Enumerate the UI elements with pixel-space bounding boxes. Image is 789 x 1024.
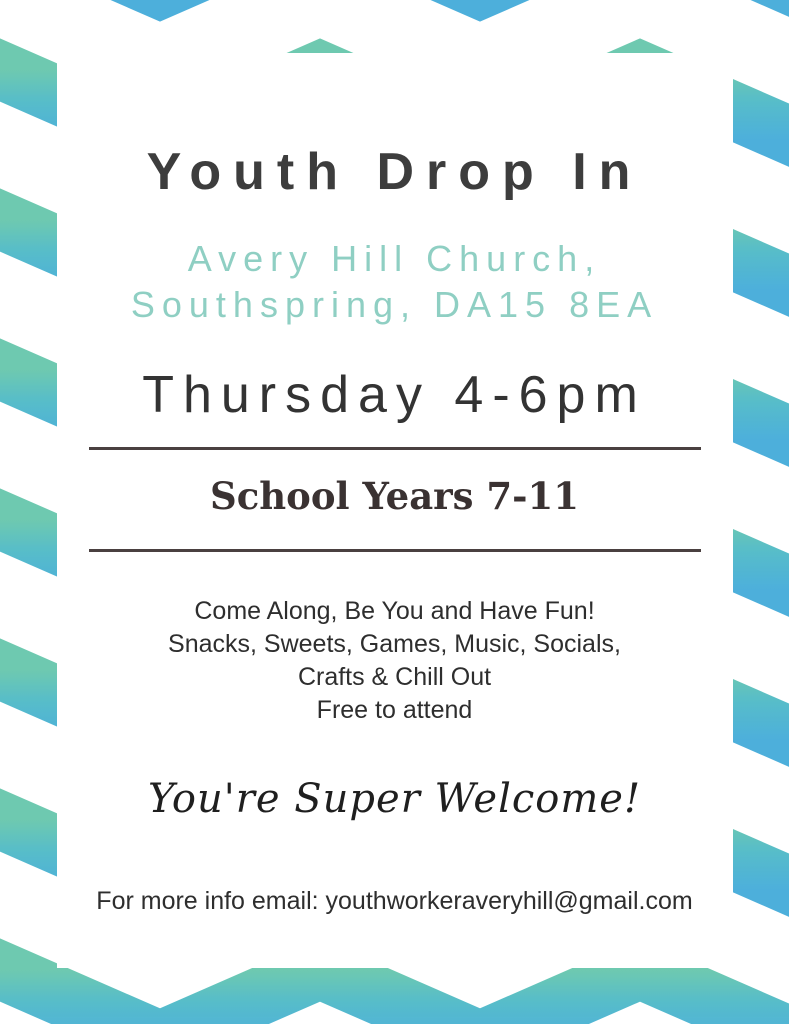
description-line: Snacks, Sweets, Games, Music, Socials,	[168, 630, 621, 658]
welcome-message: You're Super Welcome!	[147, 776, 642, 822]
description-line: Come Along, Be You and Have Fun!	[194, 597, 595, 625]
description-line: Free to attend	[316, 696, 473, 724]
contact-info: For more info email: youthworkeraveryhill@gmail.com	[96, 887, 693, 915]
venue-line-1: Avery Hill Church,	[187, 238, 602, 279]
venue-address	[0, 236, 789, 328]
venue-line-2: Southspring, DA15 8EA	[130, 284, 659, 325]
chevron-band	[0, 970, 789, 1024]
description-line: Crafts & Chill Out	[297, 663, 492, 691]
event-title: Youth Drop In	[146, 143, 643, 201]
event-schedule: Thursday 4-6pm	[142, 366, 647, 424]
divider-bottom	[89, 549, 701, 552]
event-description	[0, 595, 789, 727]
audience-label: School Years 7-11	[210, 474, 579, 518]
divider-top	[89, 447, 701, 450]
